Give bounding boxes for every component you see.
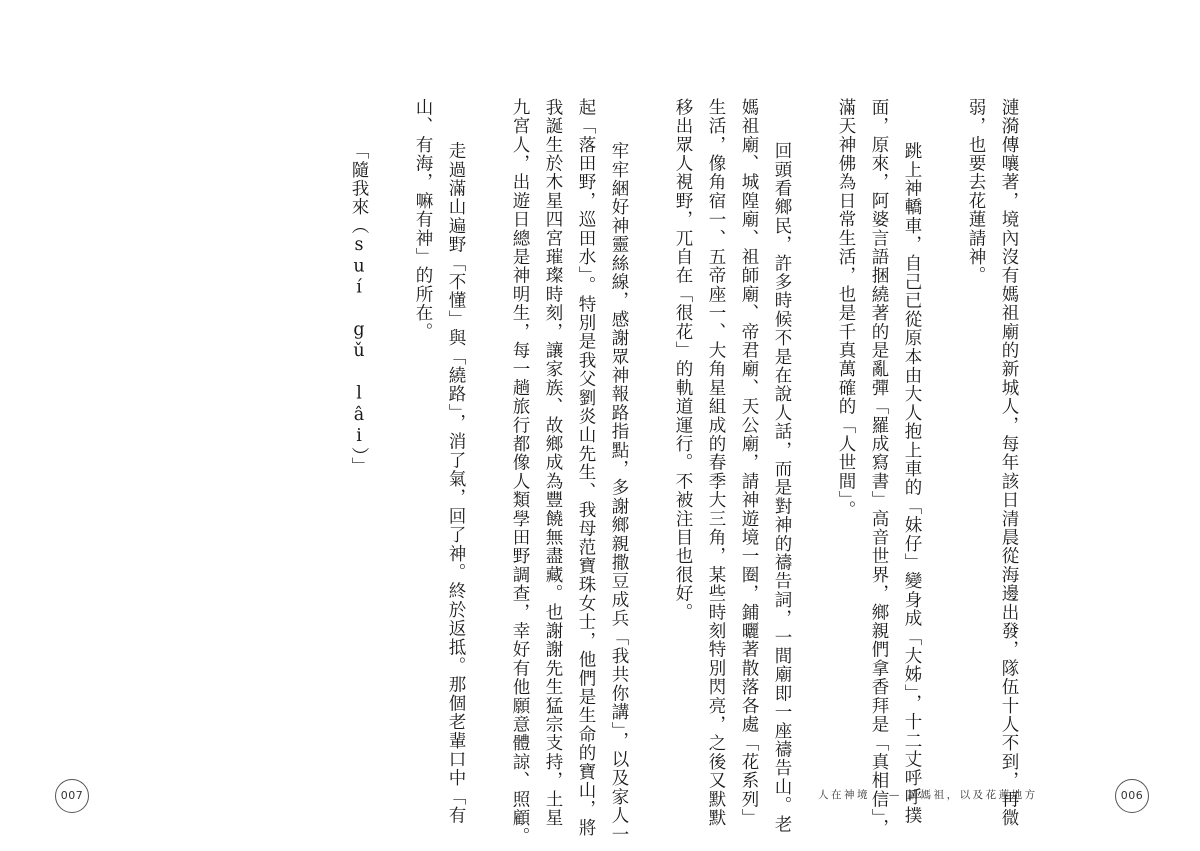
paragraph-line (439, 98, 472, 825)
paragraph-text: 牢牢綑好神靈絲線，感謝眾神報路指點，多謝鄉親撒豆成兵「我共你講」，以及家人一 (609, 141, 629, 844)
paragraph-gap (472, 98, 503, 738)
closing-line (342, 98, 375, 738)
paragraph-line: 弱，也要去花蓮請神。 (966, 98, 986, 285)
paragraph-line: 生活，像角宿一、五帝座一、大角星組成的春季大三角，某些時刻特別閃亮，之後又默默 (706, 98, 726, 828)
paragraph-line (895, 98, 928, 825)
paragraph-gap (375, 98, 406, 738)
paragraph-line: 九宮人，出遊日總是神明生，每一趟旅行都像人類學田野調查，幸好有他願意體諒、照顧。 (510, 98, 530, 846)
paragraph-line: 漣漪傳嚷著，境內沒有媽祖廟的新城人，每年該日清晨從海邊出發，隊伍十人不到，再微 (999, 98, 1019, 828)
paragraph-line: 媽祖廟、城隍廟、祖師廟、帝君廟、天公廟，請神遊境一圈，鋪曬著散落各處「花系列」 (739, 98, 759, 828)
paragraph-text: 「隨我來（suí gǔ lâi）」 (349, 141, 369, 476)
paragraph-line: 面，原來，阿婆言語捆繞著的是亂彈「羅成寫書」高音世界，鄉親們拿香拜是「真相信」， (869, 98, 889, 838)
paragraph-line: 我誕生於木星四宮璀璨時刻，讓家族、故鄉成為豐饒無盡藏。也謝謝先生猛宗支持，土星 (543, 98, 563, 828)
paragraph-gap (928, 98, 959, 738)
paragraph-line: 滿天神佛為日常生活，也是千真萬確的「人世間」。 (836, 98, 856, 520)
paragraph-text: 走過滿山遍野「不懂」與「繞路」，消了氣，回了神。終於返抵。那個老輩口中「有 (446, 141, 466, 825)
paragraph-line: 起「落田野，巡田水」。特別是我父劉炎山先生、我母范寶珠女士，他們是生命的寶山，將 (576, 98, 596, 838)
paragraph-gap (635, 98, 666, 738)
page-number-right: 006 (1115, 779, 1149, 813)
paragraph-line (602, 98, 635, 844)
running-head: 人在神境 —— 請媽祖，以及花蓮地方 (818, 789, 1038, 801)
paragraph-text: 回頭看鄉民，許多時候不是在說人話，而是對神的禱告詞，一間廟即一座禱告山。老 (772, 141, 792, 834)
paragraph-line: 移出眾人視野，兀自在「很花」的軌道運行。不被注目也很好。 (673, 98, 693, 622)
page-number-left: 007 (55, 779, 89, 813)
paragraph-line (765, 98, 798, 834)
paragraph-text: 跳上神轎車，自己已從原本由大人抱上車的「妹仔」變身成「大姊」，十二丈呼呼撲 (902, 141, 922, 825)
paragraph-gap (798, 98, 829, 738)
paragraph-line: 山、有海，嘛有神」的所在。 (413, 98, 433, 342)
